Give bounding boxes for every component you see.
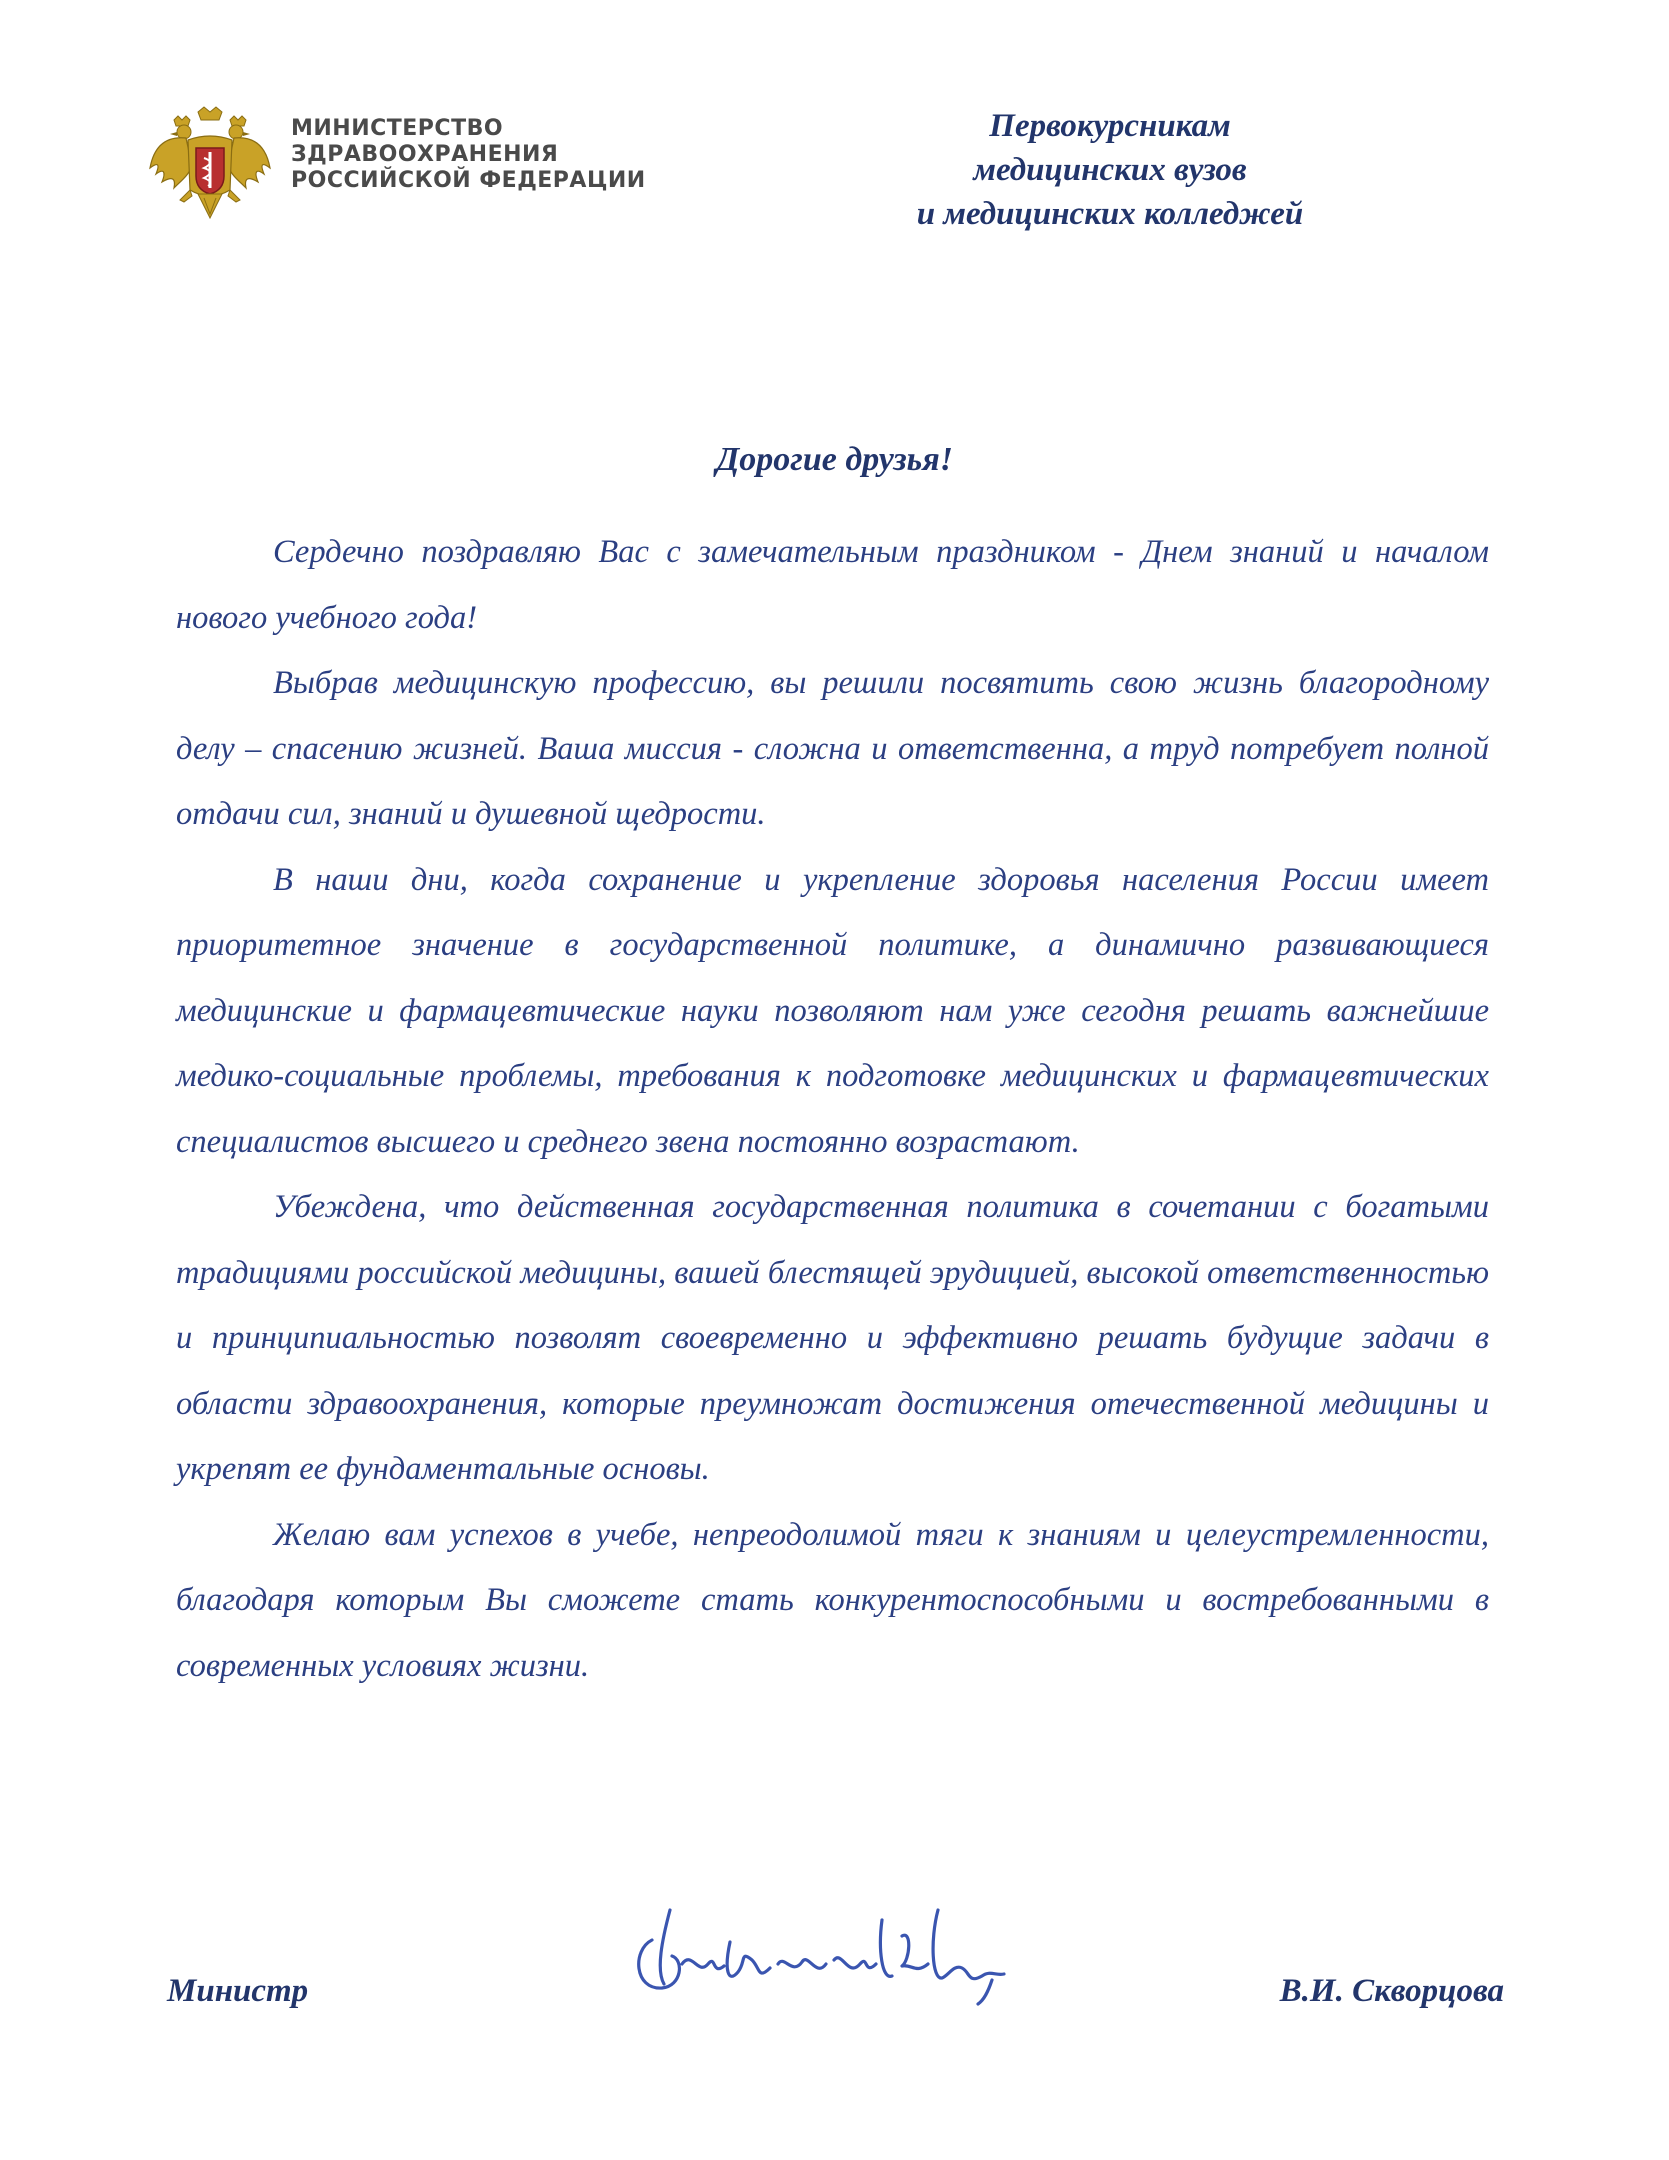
paragraph-4: Убеждена, что действенная государственная политика в сочетании с богатыми традициями российской медицины, вашей блестящей эрудицией, высокой ответственностью и принципиальностью позволят своевременно и эффективно решать будущие задачи в области здравоохранения, которые преумножат достижения отечественной медицины и укрепят ее фундаментальные основы. [176, 1189, 1489, 1487]
signatory-title: Министр [167, 1973, 309, 2009]
addressee-line-1: Первокурсникам [989, 108, 1231, 144]
ministry-logo [146, 106, 666, 226]
ministry-name [291, 116, 646, 194]
signatory-name: В.И. Скворцова [1279, 1973, 1504, 2009]
ministry-line-3: РОССИЙСКОЙ ФЕДЕРАЦИИ [291, 168, 646, 193]
paragraph-5: Желаю вам успехов в учебе, непреодолимой тяги к знаниям и целеустремленности, благодаря которым Вы сможете стать конкурентоспособными и востребованными в современных условиях жизни. [176, 1516, 1489, 1684]
ministry-line-1: МИНИСТЕРСТВО [291, 116, 504, 141]
paragraph-3: В наши дни, когда сохранение и укрепление здоровья населения России имеет приоритетное значение в государственной политике, а динамично развивающиеся медицинские и фармацевтические науки позволяют нам уже сегодня решать важнейшие медико-социальные проблемы, требования к подготовке медицинских и фармацевтических специалистов высшего и среднего звена постоянно возрастают. [176, 861, 1489, 1160]
ministry-line-2: ЗДРАВООХРАНЕНИЯ [291, 142, 559, 167]
double-headed-eagle-emblem-icon [146, 106, 274, 222]
letter-body [176, 520, 1489, 1699]
handwritten-signature-icon [612, 1880, 1042, 2010]
paragraph-1: Сердечно поздравляю Вас с замечательным праздником - Днем знаний и началом нового учебного года! [176, 534, 1489, 636]
addressee [860, 104, 1360, 236]
addressee-line-3: и медицинских колледжей [916, 196, 1304, 232]
greeting: Дорогие друзья! [716, 441, 953, 478]
paragraph-2: Выбрав медицинскую профессию, вы решили посвятить свою жизнь благородному делу – спасению жизней. Ваша миссия - сложна и ответственна, а труд потребует полной отдачи сил, знаний и душевной щедрости. [176, 665, 1489, 832]
addressee-line-2: медицинских вузов [973, 152, 1247, 188]
